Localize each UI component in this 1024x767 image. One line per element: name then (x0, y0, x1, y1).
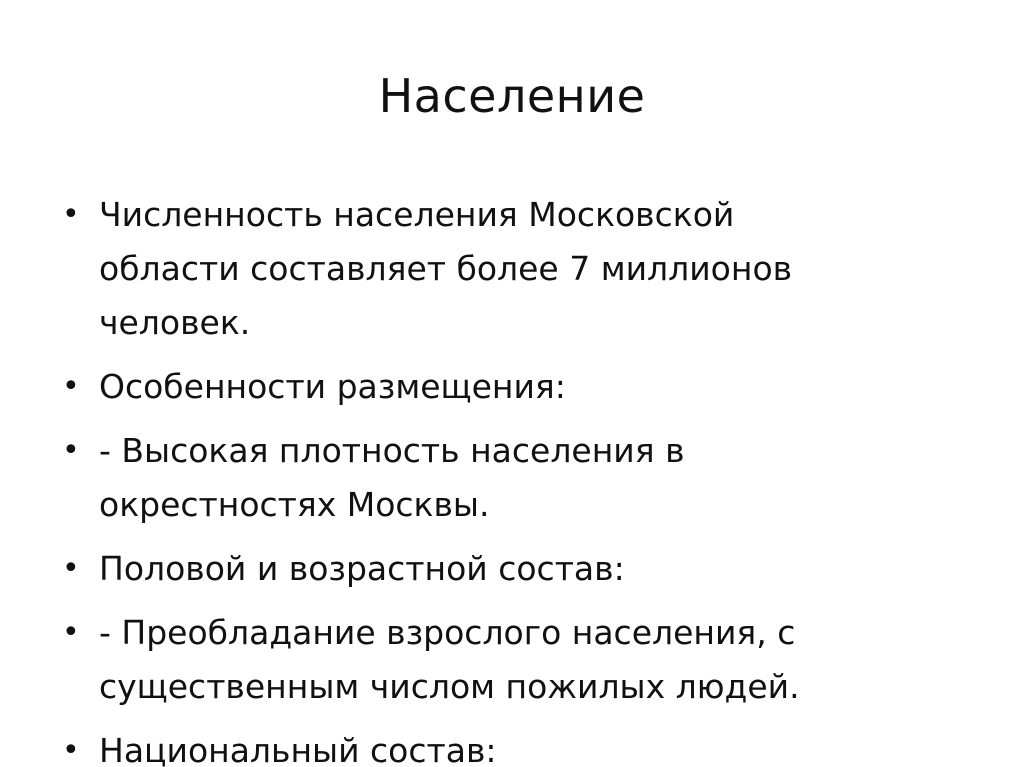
bullet-text-line: Национальный состав: (99, 731, 497, 767)
bullet-text-line: Численность населения Московской (99, 195, 735, 234)
bullet-marker: • (62, 615, 80, 650)
bullet-text-line: - Преобладание взрослого населения, с (99, 613, 796, 652)
bullet-item-adult-predominance (0, 606, 1024, 714)
bullet-text-line: существенным числом пожилых людей. (99, 667, 800, 706)
bullet-marker: • (62, 433, 80, 468)
bullet-list (0, 188, 1024, 767)
bullet-item-placement-features (0, 360, 1024, 414)
bullet-text-line: окрестностях Москвы. (99, 485, 490, 524)
bullet-marker: • (62, 551, 80, 586)
bullet-item-high-density (0, 424, 1024, 532)
bullet-marker: • (62, 197, 80, 232)
bullet-text-line: области составляет более 7 миллионов (99, 249, 793, 288)
bullet-text-line: человек. (99, 303, 251, 342)
bullet-marker: • (62, 733, 80, 767)
bullet-text-line: Половой и возрастной состав: (99, 549, 625, 588)
bullet-item-population-size (0, 188, 1024, 350)
bullet-item-sex-age-composition (0, 542, 1024, 596)
bullet-item-national-composition (0, 724, 1024, 767)
bullet-text-line: Особенности размещения: (99, 367, 566, 406)
bullet-text-line: - Высокая плотность населения в (99, 431, 685, 470)
slide-title: Население (378, 69, 646, 123)
bullet-marker: • (62, 369, 80, 404)
